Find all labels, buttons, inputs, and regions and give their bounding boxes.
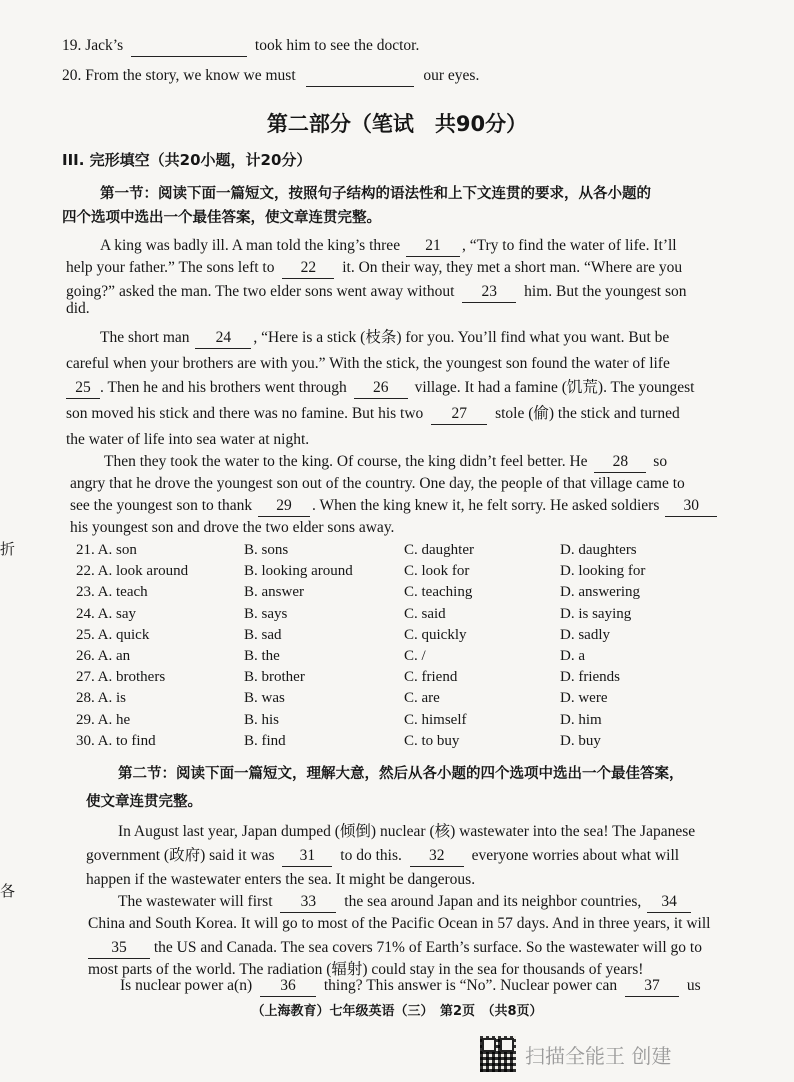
passage-text: son moved his stick and there was no famine. But his two (66, 405, 424, 422)
option-29-b[interactable]: B. his (244, 711, 280, 728)
passage-text: to do this. (340, 847, 402, 864)
passage-text: Is nuclear power a(n) (120, 977, 253, 994)
option-30-c[interactable]: C. to buy (404, 732, 460, 749)
option-26-a[interactable]: 26. A. an (76, 648, 131, 664)
q19-blank[interactable] (131, 36, 247, 57)
passage-text: everyone worries about what will (471, 847, 680, 864)
section-title: 第二部分（笔试 共90分） (266, 112, 528, 136)
part3-heading: III. 完形填空（共20小题，计20分） (62, 151, 312, 169)
passage-text: going?” asked the man. The two elder sons went away without (66, 283, 455, 300)
option-22-c[interactable]: C. look for (404, 563, 470, 580)
question-19 (62, 36, 419, 57)
option-23-d[interactable]: D. answering (560, 584, 640, 601)
passage-text: Then they took the water to the king. Of course, the king didn’t feel better. He (104, 453, 588, 470)
option-21-a[interactable]: 21. A. son (76, 542, 137, 558)
blank-37[interactable]: 37 (625, 976, 679, 997)
option-29-a[interactable]: 29. A. he (76, 711, 131, 728)
option-25-d[interactable]: D. sadly (560, 626, 610, 643)
passage-text: us (686, 977, 701, 994)
passage-text: , “Try to find the water of life. It’ll (461, 237, 677, 254)
option-24-c[interactable]: C. said (404, 605, 446, 622)
option-27-a[interactable]: 27. A. brothers (76, 669, 166, 686)
passage2-line: In August last year, Japan dumped (倾倒) nuclear (核) wastewater into the sea! The Japanese (118, 823, 696, 840)
option-26-c[interactable]: C. / (404, 648, 426, 664)
passage1-line (66, 404, 680, 425)
sec1-instructions-line2: 四个选项中选出一个最佳答案，使文章连贯完整。 (62, 210, 381, 226)
passage-text: The wastewater will first (118, 893, 273, 910)
passage-text: the sea around Japan and its neighbor countries, (344, 893, 642, 910)
blank-32[interactable]: 32 (410, 846, 464, 867)
passage-text: stole (偷) the stick and turned (495, 405, 680, 422)
passage2-line: most parts of the world. The radiation (辐射) could stay in the sea for thousands of years! (88, 961, 644, 978)
q20-text-after: our eyes. (423, 67, 480, 84)
passage1-line: did. (66, 300, 90, 317)
option-27-c[interactable]: C. friend (404, 669, 458, 686)
option-22-b[interactable]: B. looking around (244, 563, 353, 580)
passage1-line: angry that he drove the youngest son out of the country. One day, the people of that village came to (70, 475, 685, 492)
page-footer: （上海教育）七年级英语（三） 第2页 （共8页） (251, 1004, 543, 1019)
passage2-line (118, 892, 693, 913)
margin-mark: 各 (0, 882, 16, 900)
blank-30[interactable]: 30 (665, 496, 717, 517)
blank-31[interactable]: 31 (282, 846, 332, 867)
q19-text-after: took him to see the doctor. (254, 37, 420, 54)
option-21-b[interactable]: B. sons (244, 542, 289, 558)
passage-text: government (政府) said it was (86, 847, 275, 864)
option-28-d[interactable]: D. were (560, 690, 608, 707)
blank-27[interactable]: 27 (431, 404, 487, 425)
option-29-c[interactable]: C. himself (404, 711, 467, 728)
sec2-instructions-line1: 第二节：阅读下面一篇短文，理解大意，然后从各小题的四个选项中选出一个最佳答案， (118, 766, 684, 782)
option-30-d[interactable]: D. buy (560, 732, 601, 749)
passage-text: village. It had a famine (饥荒). The youngest (414, 379, 695, 396)
passage2-line (86, 846, 679, 867)
blank-26[interactable]: 26 (354, 378, 408, 399)
blank-28[interactable]: 28 (594, 452, 646, 473)
passage1-line (66, 378, 695, 399)
blank-22[interactable]: 22 (282, 258, 334, 279)
passage-text: the US and Canada. The sea covers 71% of Earth’s surface. So the wastewater will go to (153, 939, 702, 956)
option-22-a[interactable]: 22. A. look around (76, 563, 189, 580)
option-23-c[interactable]: C. teaching (404, 584, 473, 601)
passage-text: , “Here is a stick (枝条) for you. You’ll find what you want. But be (253, 329, 670, 346)
option-27-b[interactable]: B. brother (244, 669, 305, 686)
passage1-line: the water of life into sea water at night. (66, 431, 310, 448)
option-26-d[interactable]: D. a (560, 648, 585, 664)
passage2-line: happen if the wastewater enters the sea. It might be dangerous. (86, 871, 476, 888)
passage-text: him. But the youngest son (524, 283, 687, 300)
q20-text: 20. From the story, we know we must (62, 67, 296, 84)
option-23-b[interactable]: B. answer (244, 584, 304, 601)
passage-text: thing? This answer is “No”. Nuclear power can (323, 977, 618, 994)
passage1-line (66, 282, 687, 303)
option-28-c[interactable]: C. are (404, 690, 440, 707)
passage-text: it. On their way, they met a short man. “Where are you (342, 259, 683, 276)
blank-33[interactable]: 33 (280, 892, 336, 913)
option-25-c[interactable]: C. quickly (404, 626, 467, 643)
blank-21[interactable]: 21 (406, 236, 460, 257)
passage2-line: China and South Korea. It will go to most of the Pacific Ocean in 57 days. And in three years, it will (88, 915, 711, 932)
q19-text: 19. Jack’s (62, 37, 124, 54)
passage-text: so (653, 453, 668, 470)
sec1-instructions-line1: 第一节：阅读下面一篇短文，按照句子结构的语法性和上下文连贯的要求，从各小题的 (100, 186, 651, 202)
passage-text: The short man (100, 329, 190, 346)
passage-text: . When the king knew it, he felt sorry. He asked soldiers (311, 497, 660, 514)
passage1-line (100, 236, 677, 257)
passage1-line (104, 452, 667, 473)
blank-23[interactable]: 23 (462, 282, 516, 303)
option-25-a[interactable]: 25. A. quick (76, 626, 150, 643)
option-30-a[interactable]: 30. A. to find (76, 732, 156, 749)
scanner-watermark: 扫描全能王 创建 (525, 1044, 672, 1068)
qr-code-icon (480, 1036, 516, 1072)
option-27-d[interactable]: D. friends (560, 669, 620, 686)
passage1-line: careful when your brothers are with you.” With the stick, the youngest son found the water of life (66, 355, 670, 372)
passage1-line (66, 258, 682, 279)
passage1-line (70, 496, 719, 517)
option-24-d[interactable]: D. is saying (560, 605, 632, 622)
passage-text: . Then he and his brothers went through (100, 379, 347, 396)
option-28-b[interactable]: B. was (244, 690, 285, 707)
passage1-line: his youngest son and drove the two elder sons away. (70, 519, 395, 536)
option-22-d[interactable]: D. looking for (560, 563, 646, 580)
option-23-a[interactable]: 23. A. teach (76, 584, 148, 601)
blank-25[interactable]: 25 (66, 378, 100, 399)
option-24-b[interactable]: B. says (244, 605, 288, 622)
blank-34[interactable]: 34 (647, 892, 691, 913)
passage2-line (88, 938, 702, 959)
passage-text: see the youngest son to thank (70, 497, 253, 514)
option-29-d[interactable]: D. him (560, 711, 602, 728)
option-28-a[interactable]: 28. A. is (76, 690, 127, 707)
option-25-b[interactable]: B. sad (244, 626, 282, 643)
blank-35[interactable]: 35 (88, 938, 150, 959)
margin-mark: 折 (0, 540, 16, 558)
option-30-b[interactable]: B. find (244, 732, 286, 749)
option-21-d[interactable]: D. daughters (560, 542, 637, 558)
option-21-c[interactable]: C. daughter (404, 542, 474, 558)
blank-24[interactable]: 24 (195, 328, 251, 349)
passage1-line (100, 328, 669, 349)
question-20 (62, 66, 479, 87)
q20-blank[interactable] (306, 66, 414, 87)
option-26-b[interactable]: B. the (244, 648, 280, 664)
sec2-instructions-line2: 使文章连贯完整。 (86, 794, 202, 810)
option-24-a[interactable]: 24. A. say (76, 605, 136, 622)
blank-36[interactable]: 36 (260, 976, 316, 997)
blank-29[interactable]: 29 (258, 496, 310, 517)
passage2-line (120, 976, 701, 997)
passage-text: A king was badly ill. A man told the king’s three (100, 237, 401, 254)
passage-text: help your father.” The sons left to (66, 259, 275, 276)
